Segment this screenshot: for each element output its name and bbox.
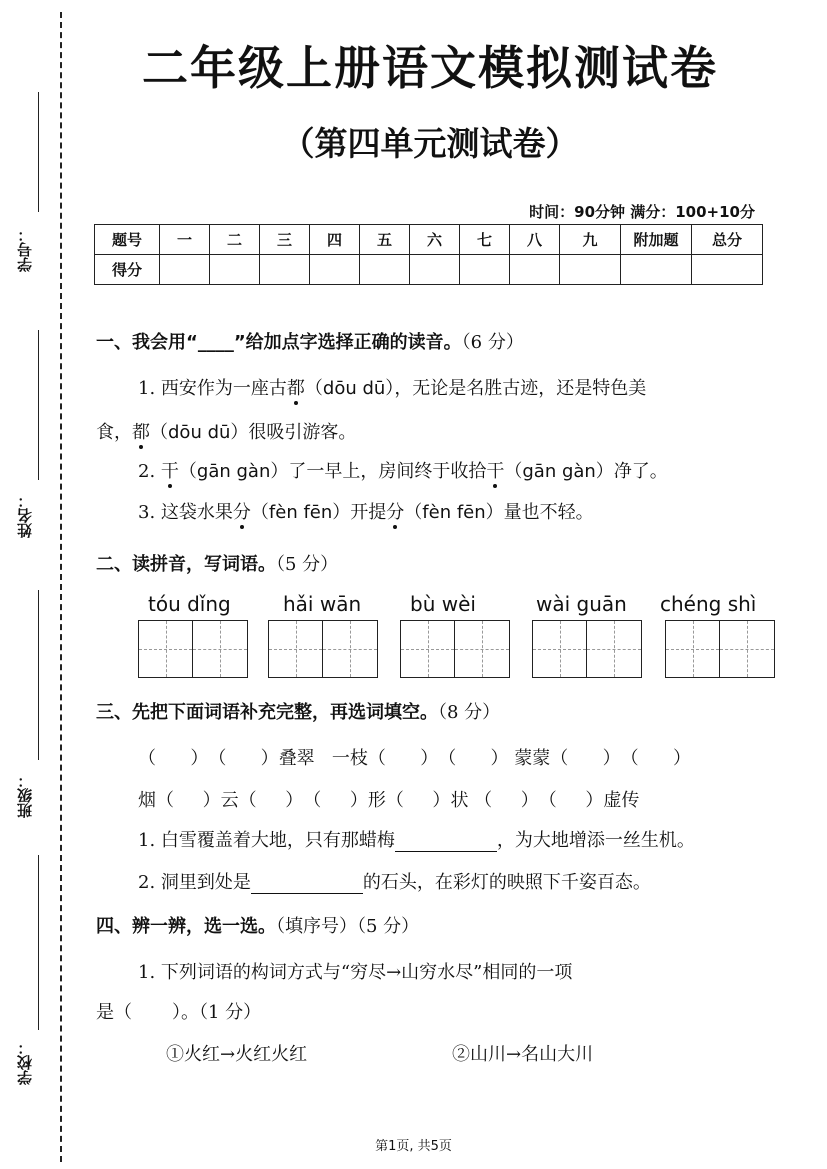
score-header-cell: 题号 (95, 225, 160, 255)
q1-line-2: 食，都（dōu dū）很吸引游客。 (96, 422, 357, 443)
pinyin-options[interactable]: （gān gàn） (504, 461, 614, 482)
q3-sentence-2: 2. 洞里到处是 的石头，在彩灯的映照下千姿百态。 (138, 872, 651, 893)
q1-heading: 一、我会用“____”给加点字选择正确的读音。（6 分） (96, 332, 524, 353)
writing-cell[interactable] (193, 621, 247, 677)
score-header-cell: 三 (260, 225, 310, 255)
q3-row-2: 烟（ ）云（ ）（ ）形（ ）状 （ ）（ ）虚传 (138, 786, 639, 812)
name-label: 姓名： (16, 493, 34, 538)
pinyin-word: hǎi wān (283, 592, 362, 616)
fill-paren[interactable]: （ ） (550, 748, 621, 769)
q4-sentence-1a: 1. 下列词语的构词方式与“穷尽→山穷水尽”相同的一项 (138, 962, 573, 983)
pinyin-options[interactable]: （fèn fēn） (250, 502, 351, 523)
score-header-cell: 附加题 (621, 225, 692, 255)
binding-dashed-line (60, 12, 62, 1162)
score-header-cell: 六 (410, 225, 460, 255)
score-header-cell: 二 (210, 225, 260, 255)
score-cell[interactable] (160, 255, 210, 285)
q4-option-1: ①火红→火红火红 (166, 1044, 308, 1065)
fill-paren[interactable]: （ ） (238, 790, 304, 811)
fill-paren[interactable]: （ ） (156, 790, 221, 811)
dotted-char: 干 (486, 461, 505, 482)
class-rule (38, 590, 39, 760)
score-cell[interactable] (510, 255, 560, 285)
fill-paren[interactable]: （ ） (538, 790, 604, 811)
score-cell[interactable] (460, 255, 510, 285)
name-rule (38, 330, 39, 480)
score-cell[interactable] (260, 255, 310, 285)
score-cell[interactable] (410, 255, 460, 285)
pinyin-options[interactable]: （dōu dū） (304, 378, 395, 399)
q4-sentence-1b: 是（ ）。（1 分） (96, 1002, 262, 1023)
fill-paren[interactable]: （ ） (385, 790, 451, 811)
writing-cell[interactable] (666, 621, 720, 677)
score-table-header-row (95, 225, 763, 255)
writing-grid[interactable] (268, 620, 378, 678)
answer-blank[interactable] (251, 872, 363, 894)
school-rule (38, 855, 39, 1030)
writing-cell[interactable] (323, 621, 377, 677)
writing-cell[interactable] (720, 621, 774, 677)
pinyin-word: tóu dǐng (148, 592, 231, 616)
pinyin-word: bù wèi (410, 592, 476, 616)
score-cell[interactable] (360, 255, 410, 285)
q1-line-3: 2. 干（gān gàn）了一早上，房间终于收拾干（gān gàn）净了。 (138, 461, 668, 482)
page-subtitle: （第四单元测试卷） (281, 124, 579, 163)
writing-cell[interactable] (139, 621, 193, 677)
fill-paren[interactable]: （ ） (367, 748, 439, 769)
writing-grid[interactable] (532, 620, 642, 678)
dotted-char: 都 (286, 378, 305, 399)
class-label: 班级： (16, 773, 34, 818)
score-header-cell: 四 (310, 225, 360, 255)
writing-cell[interactable] (587, 621, 641, 677)
dotted-char: 分 (232, 502, 251, 523)
writing-grid[interactable] (665, 620, 775, 678)
pinyin-options[interactable]: （gān gàn） (178, 461, 289, 482)
score-table (94, 224, 763, 285)
answer-paren[interactable] (132, 1002, 172, 1023)
fill-paren[interactable]: （ ） (208, 748, 279, 769)
score-cell[interactable] (621, 255, 692, 285)
score-header-cell: 七 (460, 225, 510, 255)
writing-cell[interactable] (455, 621, 509, 677)
exam-meta: 时间：90分钟 满分：100+10分 (529, 203, 755, 221)
score-header-cell: 五 (360, 225, 410, 255)
score-header-cell: 总分 (692, 225, 763, 255)
dotted-char: 干 (160, 461, 179, 482)
score-row-label: 得分 (95, 255, 160, 285)
writing-grid[interactable] (138, 620, 248, 678)
score-header-cell: 八 (510, 225, 560, 255)
page-footer: 第1页, 共5页 (375, 1139, 452, 1154)
school-label: 学校： (16, 1040, 34, 1085)
score-header-cell: 一 (160, 225, 210, 255)
writing-grid[interactable] (400, 620, 510, 678)
student-id-rule (38, 92, 39, 212)
page-title: 二年级上册语文模拟测试卷 (142, 41, 718, 95)
writing-cell[interactable] (269, 621, 323, 677)
pinyin-options[interactable]: （dōu dū） (150, 422, 249, 443)
student-id-label: 学号： (16, 227, 34, 272)
pinyin-options[interactable]: （fèn fēn） (404, 502, 504, 523)
q4-option-2: ②山川→名山大川 (452, 1044, 594, 1065)
q4-heading: 四、辨一辨，选一选。（填序号）（5 分） (96, 916, 420, 937)
answer-blank[interactable] (395, 830, 497, 852)
fill-paren[interactable]: （ ） (138, 748, 209, 769)
writing-cell[interactable] (401, 621, 455, 677)
writing-cell[interactable] (533, 621, 587, 677)
q3-row-1: （ ）（ ）叠翠 一枝（ ）（ ） 蒙蒙（ ）（ ） (138, 744, 691, 770)
score-header-cell: 九 (560, 225, 621, 255)
pinyin-word: chéng shì (660, 592, 757, 616)
q1-line-4: 3. 这袋水果分（fèn fēn）开提分（fèn fēn）量也不轻。 (138, 502, 594, 523)
score-cell[interactable] (310, 255, 360, 285)
fill-paren[interactable]: （ ） (620, 748, 691, 769)
q3-sentence-1: 1. 白雪覆盖着大地，只有那蜡梅 ，为大地增添一丝生机。 (138, 830, 695, 851)
fill-paren[interactable]: （ ） (303, 790, 368, 811)
score-cell[interactable] (210, 255, 260, 285)
q3-heading: 三、先把下面词语补充完整，再选词填空。（8 分） (96, 702, 501, 723)
pinyin-word: wài guān (536, 592, 627, 616)
score-cell[interactable] (560, 255, 621, 285)
score-table-score-row (95, 255, 763, 285)
dotted-char: 都 (132, 422, 150, 443)
score-cell[interactable] (692, 255, 763, 285)
fill-paren[interactable]: （ ） (474, 790, 539, 811)
fill-paren[interactable]: （ ） (438, 748, 509, 769)
dotted-char: 分 (386, 502, 405, 523)
q1-line-1: 1. 西安作为一座古都（dōu dū），无论是名胜古迹，还是特色美 (138, 378, 647, 399)
q2-heading: 二、读拼音，写词语。（5 分） (96, 554, 339, 575)
